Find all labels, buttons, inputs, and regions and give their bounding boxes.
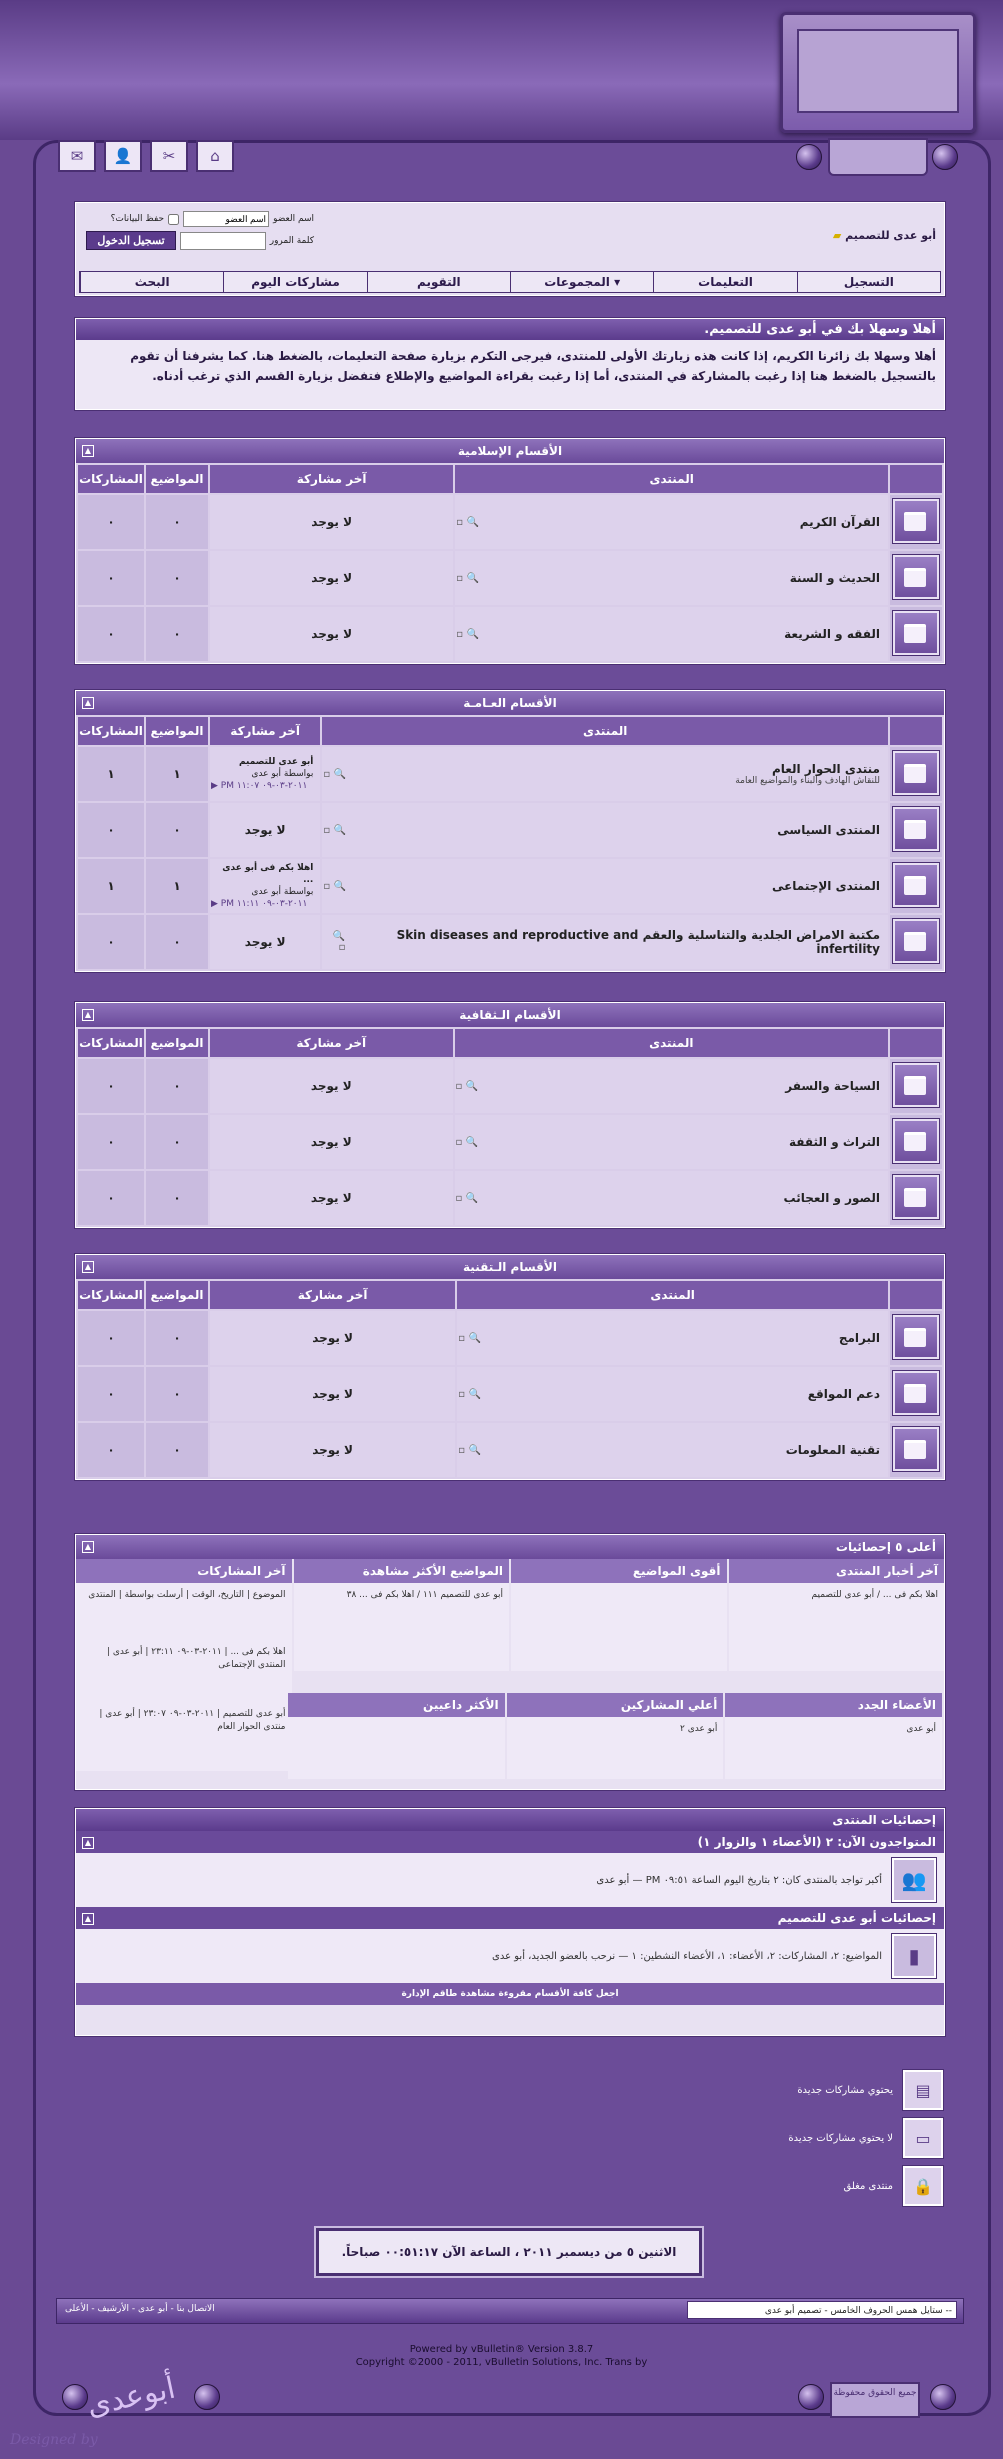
rss-icon[interactable]: ▫ — [323, 824, 331, 836]
thread-count: ٠ — [146, 551, 208, 605]
last-post-column-header: آخر مشاركة — [210, 465, 453, 493]
search-icon[interactable]: 🔍 — [333, 768, 347, 780]
last-post-none: لا يوجد — [311, 627, 353, 641]
footer-bar — [56, 2298, 964, 2324]
rss-icon[interactable]: ▫ — [458, 1332, 466, 1344]
new-members-list[interactable]: أبو عدى — [725, 1717, 942, 1779]
thread-count: ٠ — [146, 915, 208, 969]
icon-column-header — [890, 1281, 942, 1309]
last-post-title[interactable]: اهلا بكم فى أبو عدى ... — [222, 863, 314, 885]
category-title: الأقسام الإسلامية ▲ — [76, 439, 944, 463]
folder-icon — [893, 863, 939, 907]
table-row — [78, 1059, 942, 1113]
table-row — [78, 1115, 942, 1169]
current-date: الاثنين ٥ من ديسمبر ٢٠١١ ، الساعة الآن ٠٠:٥١:١٧ صباحاً. — [316, 2228, 702, 2276]
last-post-none: لا يوجد — [312, 1331, 353, 1345]
icon-column-header — [890, 465, 942, 493]
style-select[interactable]: -- ستايل همس الحروف الخامس - تصميم أبو عدى — [687, 2301, 957, 2319]
rss-icon[interactable]: ▫ — [456, 516, 464, 528]
last-post-none: لا يوجد — [312, 1443, 353, 1457]
bar-chart-icon: ▮ — [892, 1934, 936, 1978]
online-users-text: أكبر تواجد بالمنتدى كان: ٢ بتاريخ اليوم الساعة ٠٩:٥١ PM — أبو عدى — [596, 1874, 882, 1886]
folder-icon — [893, 1427, 939, 1471]
go-to-post-icon[interactable]: ▶ — [211, 899, 218, 909]
rights-tab: جميع الحقوق محفوظة — [830, 2382, 920, 2418]
forum-table — [76, 1027, 944, 1227]
search-icon[interactable]: 🔍 — [466, 572, 480, 584]
forum-name-link[interactable]: الفقه و الشريعة — [784, 627, 880, 641]
table-row — [78, 803, 942, 857]
nav-icon-bar — [58, 140, 234, 172]
rss-icon[interactable]: ▫ — [456, 572, 464, 584]
posts-column-header: المشاركات — [78, 1029, 144, 1057]
forum-column-header: المنتدى — [455, 1029, 888, 1057]
search-icon[interactable]: 🔍 — [332, 931, 346, 942]
top-posters-header: أعلي المشاركين — [507, 1693, 724, 1717]
post-count: ١ — [78, 859, 144, 913]
most-inviting-header: الأكثر داعيين — [288, 1693, 505, 1717]
collapse-icon[interactable]: ▲ — [82, 1261, 94, 1273]
table-row — [78, 859, 942, 913]
forum-name-link[interactable]: تقنية المعلومات — [785, 1443, 880, 1457]
legend-new-posts: ▤ يحتوي مشاركات جديدة — [797, 2070, 943, 2110]
new-members-header: الأعضاء الجدد — [725, 1693, 942, 1717]
folder-icon — [893, 1119, 939, 1163]
nav-groups[interactable]: المجموعات ▾ — [510, 272, 653, 292]
forum-category — [75, 1002, 945, 1228]
last-post-none: لا يوجد — [312, 1387, 353, 1401]
folder-icon — [893, 1315, 939, 1359]
nav-calendar[interactable]: التقويم — [367, 272, 510, 292]
designed-by-label: Designed by — [10, 2432, 98, 2448]
last-post-none: لا يوجد — [310, 1191, 352, 1205]
rss-icon[interactable]: ▫ — [323, 880, 331, 892]
thread-count: ٠ — [146, 1171, 208, 1225]
last-post-column-header: آخر مشاركة — [210, 717, 320, 745]
forum-name-link[interactable]: القرآن الكريم — [799, 515, 880, 529]
folder-icon — [893, 919, 939, 963]
forum-category — [75, 438, 945, 664]
most-active-header: أقوى المواضيع — [511, 1559, 727, 1583]
last-post-none: لا يوجد — [311, 571, 353, 585]
table-row — [78, 1311, 942, 1365]
last-post-title[interactable]: أبو عدى للتصميم — [238, 757, 314, 767]
thread-count: ٠ — [146, 803, 208, 857]
search-icon[interactable]: 🔍 — [466, 516, 480, 528]
folder-icon — [893, 555, 939, 599]
posts-column-header: المشاركات — [78, 465, 144, 493]
username-input[interactable] — [183, 211, 269, 227]
forum-name-link[interactable]: دعم المواقع — [807, 1387, 880, 1401]
post-count: ٠ — [78, 1115, 144, 1169]
threads-column-header: المواضيع — [146, 717, 208, 745]
orb-icon — [796, 144, 822, 170]
login-panel — [75, 202, 945, 296]
legend-closed: 🔒 منتدى مغلق — [844, 2166, 943, 2206]
header-tab — [828, 138, 928, 176]
last-post-column-header: آخر مشاركة — [210, 1029, 453, 1057]
icon-column-header — [890, 1029, 942, 1057]
search-icon[interactable]: 🔍 — [333, 824, 347, 836]
post-count: ١ — [78, 747, 144, 801]
folder-icon — [893, 807, 939, 851]
forum-table — [76, 463, 944, 663]
forum-name-link[interactable]: التراث و الثقفة — [788, 1135, 880, 1149]
rss-icon[interactable]: ▫ — [458, 1444, 466, 1456]
folder-new-icon: ▤ — [903, 2070, 943, 2110]
table-row — [78, 747, 942, 801]
search-icon[interactable]: 🔍 — [468, 1444, 481, 1456]
powered-by: Powered by vBulletin® Version 3.8.7 Copyright ©2000 - 2011, vBulletin Solutions, Inc. Trans by — [355, 2344, 648, 2368]
nav-todays-posts[interactable]: مشاركات اليوم — [223, 272, 366, 292]
table-row — [78, 495, 942, 549]
tools-icon[interactable]: ✂ — [150, 140, 188, 172]
last-post-date: ٢٠١١-٠٣-٠٩ ١١:٠٧ PM — [220, 781, 308, 791]
password-label: كلمة المرور — [269, 235, 314, 246]
mail-icon[interactable]: ✉ — [58, 140, 96, 172]
welcome-title: أهلا وسهلا بك في أبو عدى للتصميم. — [76, 319, 944, 340]
table-row — [78, 1171, 942, 1225]
last-post-author[interactable]: بواسطة أبو عدى — [251, 769, 314, 779]
forum-stats-title: إحصائيات المنتدى — [76, 1809, 944, 1831]
rss-icon[interactable]: ▫ — [455, 1136, 463, 1148]
thread-count: ٠ — [146, 1423, 208, 1477]
post-count: ٠ — [78, 803, 144, 857]
category-title: الأقسام العـامـة ▲ — [76, 691, 944, 715]
footer-links[interactable]: الاتصال بنا - أبو عدى - الأرشيف - الأعلى — [65, 2304, 215, 2314]
search-icon[interactable]: 🔍 — [465, 1136, 479, 1148]
site-stats-header: إحصائيات أبو عدى للتصميم ▲ — [76, 1907, 944, 1929]
thread-count: ٠ — [146, 607, 208, 661]
posts-column-header: المشاركات — [78, 1281, 144, 1309]
table-row — [78, 1423, 942, 1477]
home-icon[interactable]: ⌂ — [196, 140, 234, 172]
forum-stats-panel — [75, 1808, 945, 2036]
forum-name-link[interactable]: مكتبة الامراض الجلدية والتناسلية والعقم Skin diseases and reproductive and infertility — [396, 928, 880, 956]
post-count: ٠ — [78, 495, 144, 549]
collapse-icon[interactable]: ▲ — [82, 1837, 94, 1849]
icon-column-header — [890, 717, 942, 745]
post-count: ٠ — [78, 1059, 144, 1113]
welcome-panel — [75, 318, 945, 410]
forum-stats-links[interactable]: اجعل كافة الأقسام مقروءة مشاهدة طاقم الإدارة — [76, 1983, 944, 2005]
collapse-icon[interactable]: ▲ — [82, 1541, 94, 1553]
most-viewed-list[interactable]: أبو عدى للتصميم ١١١ / اهلا بكم فى ... ٣٨ — [294, 1583, 510, 1671]
table-row — [78, 1367, 942, 1421]
table-row — [78, 915, 942, 969]
latest-posts-columns: الموضوع | التاريخ، الوقت | أرسلت بواسطة | المنتدى — [88, 1590, 286, 1600]
category-title: الأقسام الـتقنية ▲ — [76, 1255, 944, 1279]
forum-category — [75, 690, 945, 972]
post-count: ٠ — [78, 915, 144, 969]
post-count: ٠ — [78, 1423, 144, 1477]
forum-name-link[interactable]: المنتدى الإجتماعى — [771, 879, 880, 893]
post-count: ٠ — [78, 1171, 144, 1225]
forum-column-header: المنتدى — [322, 717, 888, 745]
table-row — [78, 551, 942, 605]
go-to-post-icon[interactable]: ▶ — [211, 781, 218, 791]
search-icon[interactable]: 🔍 — [465, 1080, 479, 1092]
folder-icon — [893, 1063, 939, 1107]
header-logo-card — [780, 12, 976, 133]
folder-icon — [893, 499, 939, 543]
site-stats-text: المواضيع: ٢، المشاركات: ٢، الأعضاء: ١، الأعضاء النشطين: ١ — نرحب بالعضو الجديد، أبو عدى — [492, 1950, 882, 1962]
navbar — [79, 271, 941, 293]
search-icon[interactable]: 🔍 — [468, 1332, 481, 1344]
top-stats-title: أعلى ٥ إحصائيات ▲ — [76, 1535, 944, 1559]
last-post-author[interactable]: بواسطة أبو عدى — [251, 887, 314, 897]
forum-table — [76, 1279, 944, 1479]
thread-count: ٠ — [146, 1059, 208, 1113]
thread-count: ١ — [146, 747, 208, 801]
thread-count: ٠ — [146, 1311, 208, 1365]
most-active-list — [511, 1583, 727, 1671]
folder-icon — [893, 1371, 939, 1415]
folder-icon — [893, 611, 939, 655]
orb-icon — [932, 144, 958, 170]
folder-icon: ▰ — [832, 229, 842, 242]
top-stats-panel — [75, 1534, 945, 1790]
search-icon[interactable]: 🔍 — [465, 1192, 479, 1204]
most-viewed-header: المواضيع الأكثر مشاهدة — [294, 1559, 510, 1583]
category-title: الأقسام الـثقافية ▲ — [76, 1003, 944, 1027]
rss-icon[interactable]: ▫ — [338, 942, 346, 953]
members-stats-grid — [288, 1693, 942, 1779]
thread-count: ٠ — [146, 1367, 208, 1421]
thread-count: ٠ — [146, 495, 208, 549]
password-input[interactable] — [180, 232, 266, 250]
post-count: ٠ — [78, 1311, 144, 1365]
latest-posts-list — [76, 1583, 292, 1771]
rss-icon[interactable]: ▫ — [458, 1388, 466, 1400]
top-posters-list[interactable]: أبو عدى ٢ — [507, 1717, 724, 1779]
latest-news-header: آخر أخبار المنتدى — [729, 1559, 945, 1583]
login-button[interactable]: تسجيل الدخول — [86, 231, 175, 250]
folder-icon — [893, 751, 939, 795]
post-count: ٠ — [78, 1367, 144, 1421]
latest-post-row[interactable]: اهلا بكم فى ... | ٢٠١١-٠٣-٠٩ ٢٣:١١ | أبو عدى | المنتدى الإجتماعى — [106, 1647, 286, 1670]
most-inviting-list — [288, 1717, 505, 1779]
last-post-none: لا يوجد — [244, 935, 286, 949]
rss-icon[interactable]: ▫ — [455, 1080, 463, 1092]
latest-post-row[interactable]: أبو عدى للتصميم | ٢٠١١-٠٣-٠٩ ٢٣:٠٧ | أبو عدى | منتدى الحوار العام — [99, 1709, 286, 1732]
welcome-body: أهلا وسهلا بك زائرنا الكريم، إذا كانت هذه زيارتك الأولى للمنتدى، فيرجى التكرم بزيارة صفحة التعليمات، بالضغط هنا. كما يشرفنا أن تقوم بالتسجيل بالضغط هنا إذا رغبت بالمشاركة في المنتدى، أما إذا رغبت بقراءة المواضيع والإطلاع فتفضل بزيارة القسم الذي ترغب أدناه. — [130, 349, 936, 383]
forum-category — [75, 1254, 945, 1480]
remember-checkbox[interactable] — [168, 214, 179, 225]
forum-name-link[interactable]: منتدى الحوار العام — [771, 762, 880, 776]
search-icon[interactable]: 🔍 — [468, 1388, 481, 1400]
users-icon: 👥 — [892, 1858, 936, 1902]
folder-icon: ▭ — [903, 2118, 943, 2158]
nav-search[interactable]: البحث — [80, 272, 223, 292]
legend-no-new-posts: ▭ لا يحتوي مشاركات جديدة — [788, 2118, 943, 2158]
collapse-icon[interactable]: ▲ — [82, 445, 94, 457]
search-icon[interactable]: 🔍 — [333, 880, 347, 892]
last-post-column-header: آخر مشاركة — [210, 1281, 455, 1309]
latest-news-list[interactable]: اهلا بكم فى ... / أبو عدى للتصميم — [729, 1583, 945, 1671]
forum-name-link[interactable]: البرامج — [838, 1331, 880, 1345]
forum-table — [76, 715, 944, 971]
user-add-icon[interactable]: 👤 — [104, 140, 142, 172]
chevron-down-icon: ▾ — [614, 275, 621, 289]
online-users-header: المتواجدون الآن: ٢ (الأعضاء ١ والزوار ١) ▲ — [76, 1831, 944, 1853]
folder-icon — [893, 1175, 939, 1219]
threads-column-header: المواضيع — [146, 1029, 208, 1057]
remember-label: حفظ البيانات؟ — [110, 214, 165, 224]
collapse-icon[interactable]: ▲ — [82, 1009, 94, 1021]
forum-description: للنقاش الهادف والبناء والمواضيع العامة — [735, 776, 880, 786]
site-link[interactable]: ▰ أبو عدى للتصميم — [832, 229, 936, 242]
online-users-body — [76, 1853, 944, 1907]
thread-count: ٠ — [146, 1115, 208, 1169]
collapse-icon[interactable]: ▲ — [82, 697, 94, 709]
table-row — [78, 607, 942, 661]
collapse-icon[interactable]: ▲ — [82, 1913, 94, 1925]
rss-icon[interactable]: ▫ — [456, 628, 464, 640]
forum-column-header: المنتدى — [455, 465, 888, 493]
forum-name-link[interactable]: الحديث و السنة — [789, 571, 880, 585]
forum-name-link[interactable]: المنتدى السياسى — [777, 823, 880, 837]
rss-icon[interactable]: ▫ — [455, 1192, 463, 1204]
nav-faq[interactable]: التعليمات — [653, 272, 796, 292]
rss-icon[interactable]: ▫ — [323, 768, 331, 780]
thread-count: ١ — [146, 859, 208, 913]
last-post-date: ٢٠١١-٠٣-٠٩ ١١:١١ PM — [220, 899, 308, 909]
orb-icon — [798, 2384, 824, 2410]
forum-column-header: المنتدى — [457, 1281, 888, 1309]
site-stats-body — [76, 1929, 944, 1983]
latest-posts-header: آخر المشاركات — [76, 1559, 292, 1583]
threads-column-header: المواضيع — [146, 1281, 208, 1309]
orb-icon — [930, 2384, 956, 2410]
nav-register[interactable]: التسجيل — [797, 272, 940, 292]
threads-column-header: المواضيع — [146, 465, 208, 493]
search-icon[interactable]: 🔍 — [466, 628, 480, 640]
forum-name-link[interactable]: السياحة والسفر — [785, 1079, 880, 1093]
last-post-none: لا يوجد — [311, 515, 353, 529]
post-count: ٠ — [78, 607, 144, 661]
last-post-none: لا يوجد — [310, 1079, 352, 1093]
signature-logo: أبوعدى — [83, 2370, 179, 2424]
orb-icon — [194, 2384, 220, 2410]
forum-name-link[interactable]: الصور و العجائب — [783, 1191, 880, 1205]
username-label: اسم العضو — [273, 214, 314, 224]
last-post-none: لا يوجد — [310, 1135, 352, 1149]
lock-icon: 🔒 — [903, 2166, 943, 2206]
post-count: ٠ — [78, 551, 144, 605]
last-post-none: لا يوجد — [244, 823, 286, 837]
posts-column-header: المشاركات — [78, 717, 144, 745]
